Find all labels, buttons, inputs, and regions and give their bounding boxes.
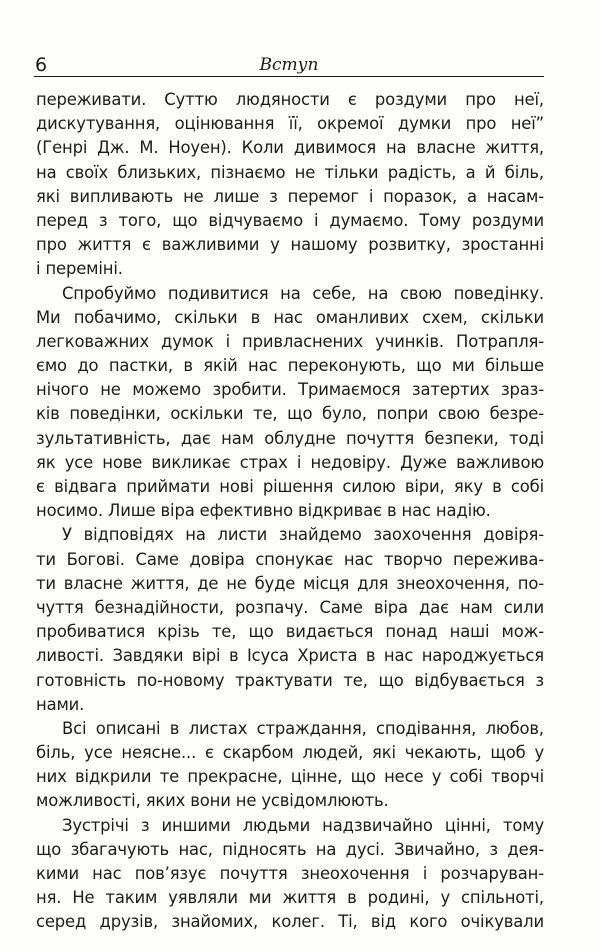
text-line: нами. bbox=[36, 694, 85, 714]
text-line: дискутування, оцінювання її, окремої думки про неї” bbox=[36, 114, 544, 134]
paragraph-4 bbox=[36, 717, 544, 814]
text-line: кими нас пов’язує почуття знеохочення і розчаруван- bbox=[36, 864, 544, 883]
text-line: Зустрічі з иншими людьми надзвичайно цінні, тому bbox=[62, 815, 544, 835]
paragraph-1 bbox=[36, 88, 544, 282]
text-line: і переміні. bbox=[36, 259, 123, 279]
text-line: носимо. Лише віра ефективно відкриває в нас надію. bbox=[36, 501, 491, 521]
text-line: ків поведінки, оскільки те, що було, попри свою безре- bbox=[36, 404, 544, 424]
text-line: як усе нове викликає страх і недовіру. Дуже важливою bbox=[36, 452, 544, 472]
text-line: (Генрі Дж. М. Ноуен). Коли дивимося на власне життя, bbox=[36, 138, 544, 158]
text-line: що збагачують нас, підносять на дусі. Звичайно, з дея- bbox=[36, 839, 544, 859]
text-line: ливості. Завдяки вірі в Ісуса Христа в нас народжується bbox=[36, 646, 544, 666]
text-line: чуття безнадійности, розпачу. Саме віра дає нам сили bbox=[36, 597, 544, 617]
text-line: Спробуймо подивитися на себе, на свою поведінку. bbox=[62, 283, 544, 303]
text-line: переживати. Суттю людяности є роздуми про неї, bbox=[36, 90, 544, 109]
running-head bbox=[34, 54, 544, 77]
text-line: на своїх близьких, пізнаємо не тільки радість, а й біль, bbox=[36, 162, 544, 182]
paragraph-3 bbox=[36, 523, 544, 717]
section-title: Вступ bbox=[259, 55, 319, 75]
text-line: ємо до пастки, в якій нас переконують, що ми більше bbox=[36, 356, 544, 376]
text-line: легковажних думок і привласнених учинків. Потрапля- bbox=[36, 331, 544, 351]
page-number: 6 bbox=[35, 54, 48, 76]
text-line: про життя є важливими у нашому розвитку, зростанні bbox=[36, 235, 544, 255]
body-text bbox=[36, 88, 544, 935]
text-line: пробиватися крізь те, що видається понад наші мож- bbox=[36, 622, 544, 642]
text-line: ня. Не таким уявляли ми життя в родині, у спільноті, bbox=[36, 888, 544, 908]
text-line: які випливають не лише з перемог і поразок, а насам- bbox=[36, 186, 544, 206]
text-line: готовність по-новому трактувати те, що відбувається з bbox=[36, 670, 544, 690]
text-line: У відповідях на листи знайдемо заохочення довіря- bbox=[62, 525, 544, 545]
text-line: серед друзів, знайомих, колег. Ті, від кого очікували bbox=[36, 912, 544, 932]
text-line: можливості, яких вони не усвідомлюють. bbox=[36, 791, 389, 811]
text-line: біль, усе неясне... є скарбом людей, які чекають, щоб у bbox=[36, 743, 544, 763]
text-line: ти власне життя, де не буде місця для знеохочення, по- bbox=[36, 573, 544, 593]
text-line: них відкрили те прекрасне, цінне, що несе у собі творчі bbox=[36, 767, 544, 787]
paragraph-2 bbox=[36, 282, 544, 524]
text-line: Всі описані в листах страждання, сподівання, любов, bbox=[62, 718, 544, 738]
text-line: перед з того, що відчуваємо і думаємо. Тому роздуми bbox=[36, 210, 544, 230]
text-line: нічого не можемо зробити. Тримаємося затертих зраз- bbox=[36, 380, 544, 400]
text-line: зультативність, дає нам облудне почуття безпеки, тоді bbox=[36, 428, 544, 448]
text-line: ти Богові. Саме довіра спонукає нас творчо пережива- bbox=[36, 549, 544, 569]
text-line: Ми побачимо, скільки в нас оманливих схем, скільки bbox=[36, 307, 544, 327]
paragraph-5 bbox=[36, 814, 544, 935]
text-line: є відвага приймати нові рішення силою віри, яку в собі bbox=[36, 477, 544, 496]
